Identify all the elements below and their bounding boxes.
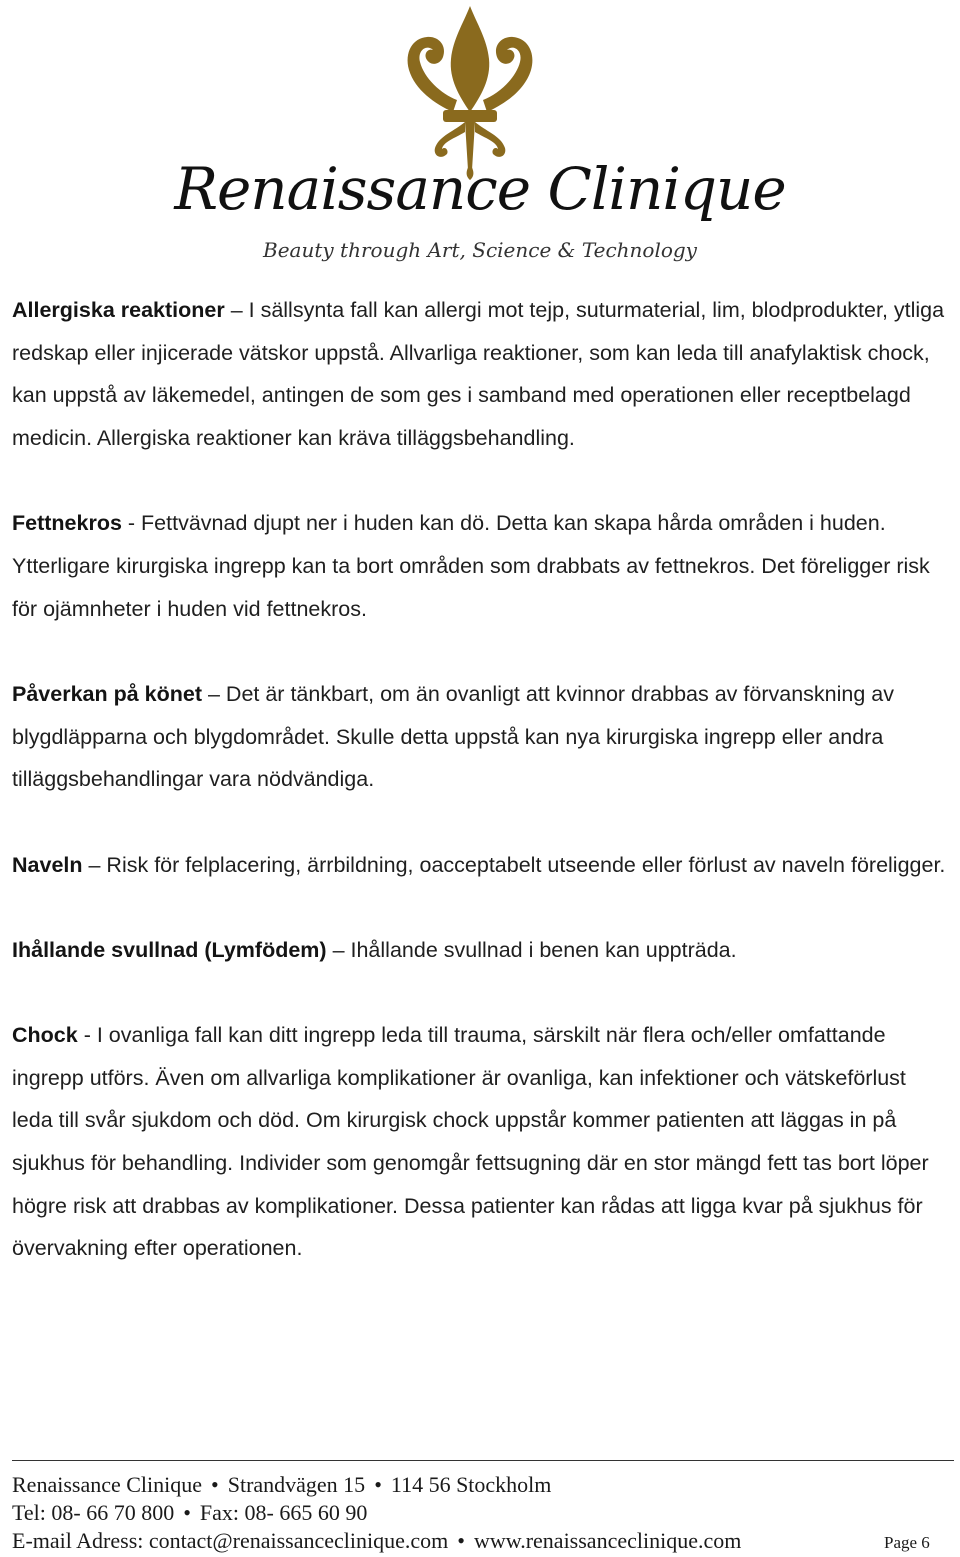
bullet-separator: • [457,1528,465,1553]
bullet-separator: • [374,1472,382,1497]
footer-phone: Tel: 08- 66 70 800 [12,1500,175,1525]
section-lymphedema [12,929,947,972]
section-term: Allergiska reaktioner [12,298,225,322]
brand-tagline: Beauty through Art, Science & Technology [263,238,697,262]
section-separator: – [82,852,107,877]
footer-city: 114 56 Stockholm [390,1472,552,1497]
footer-website: www.renaissanceclinique.com [473,1528,742,1553]
footer-address-line [12,1471,954,1499]
section-term: Naveln [12,852,83,877]
section-navel [12,844,947,887]
section-separator: – [202,681,226,706]
section-text: I ovanliga fall kan ditt ingrepp leda till trauma, särskilt när flera och/eller omfattande ingrepp utförs. Även om allvarliga komplikationer är ovanliga, kan infektioner och vätskeförlust leda till svår sjukdom och död. Om kirurgisk chock uppstår kommer patienten att läggas in på sjukhus för behandling. Individer som genomgår fettsugning där en stor mängd fett tas bort löper högre risk att drabbas av komplikationer. Dessa patienter kan rådas att ligga kvar på sjukhus för övervakning efter operationen. [12,1022,929,1261]
section-text: Fettvävnad djupt ner i huden kan dö. Detta kan skapa hårda områden i huden. Ytterligare kirurgiska ingrepp kan ta bort områden som drabbats av fettnekros. Det föreligger risk för ojämnheter i huden vid fettnekros. [12,511,930,621]
section-genital-impact [12,673,947,801]
section-separator: – [224,298,249,322]
section-term: Fettnekros [12,511,122,536]
page-footer [12,1471,954,1555]
footer-fax: Fax: 08- 665 60 90 [199,1500,368,1525]
section-text: I sällsynta fall kan allergi mot tejp, suturmaterial, lim, blodprodukter, ytliga redskap eller injicerade vätskor uppstå. Allvarliga reaktioner, som kan leda till anafylaktisk chock, kan uppstå av läkemedel, antingen de som ges i samband med operationen eller receptbelagd medicin. Allergiska reaktioner kan kräva tilläggsbehandling. [12,298,945,451]
footer-clinic-name: Renaissance Clinique [12,1472,203,1497]
brand-name: Renaissance Clinique [174,155,786,223]
section-shock [12,1014,947,1270]
section-term: Ihållande svullnad (Lymfödem) [12,937,327,962]
clinic-logo [0,0,960,275]
section-text: Ihållande svullnad i benen kan uppträda. [350,937,737,962]
section-text: Det är tänkbart, om än ovanligt att kvinnor drabbas av förvanskning av blygdläpparna och blygdområdet. Skulle detta uppstå kan nya kirurgiska ingrepp eller andra tilläggsbehandlingar vara nödvändiga. [12,681,894,792]
section-separator: - [77,1022,97,1047]
footer-contact-line [12,1527,954,1555]
footer-street: Strandvägen 15 [227,1472,366,1497]
footer-phone-line [12,1499,954,1527]
section-term: Påverkan på könet [12,681,203,706]
section-separator: - [121,511,142,536]
section-separator: – [326,937,351,962]
page-number: Page 6 [884,1533,930,1552]
bullet-separator: • [183,1500,191,1525]
section-fat-necrosis [12,502,947,630]
section-term: Chock [12,1022,78,1047]
section-text: Risk för felplacering, ärrbildning, oacceptabelt utseende eller förlust av naveln föreligger. [106,852,946,877]
footer-divider [12,1460,954,1461]
bullet-separator: • [211,1472,219,1497]
document-body [12,289,947,1313]
section-allergic-reactions [12,289,947,460]
footer-email: E-mail Adress: contact@renaissanceclinique.com [12,1528,449,1553]
